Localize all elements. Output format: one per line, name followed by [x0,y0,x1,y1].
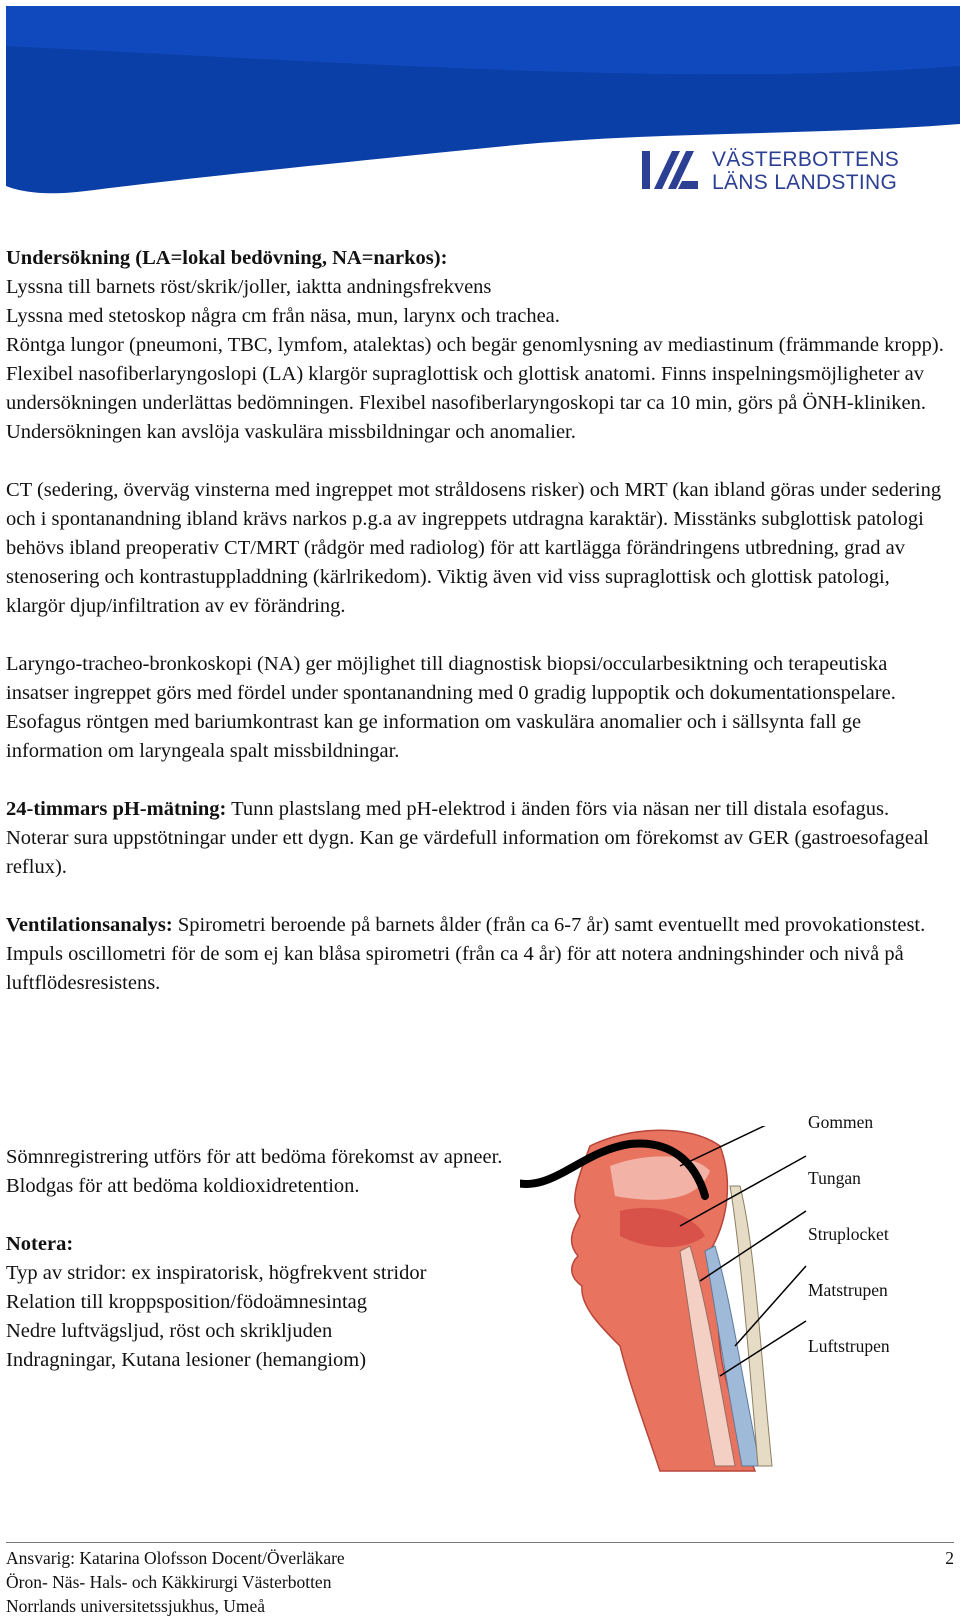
label-tungan: Tungan [808,1168,861,1188]
paragraph-sleep: Sömnregistrering utförs för att bedöma förekomst av apneer. [6,1146,503,1168]
note-item: Typ av stridor: ex inspiratorisk, högfrekvent stridor [6,1262,427,1284]
label-struplocket: Struplocket [808,1224,889,1244]
label-gommen: Gommen [808,1112,874,1132]
section-heading-undersokning: Undersökning (LA=lokal bedövning, NA=narkos): [6,247,448,269]
paragraph-stethoscope: Lyssna med stetoskop några cm från näsa, mun, larynx och trachea. [6,305,560,327]
footer-department: Öron- Näs- Hals- och Käkkirurgi Västerbotten [6,1572,332,1592]
logo-line-1: VÄSTERBOTTENS [712,148,900,171]
paragraph-ventilation [6,911,952,998]
document-body [6,244,952,998]
note-item: Indragningar, Kutana lesioner (hemangiom) [6,1349,367,1371]
footer-divider [6,1542,954,1543]
bottom-notes [6,1143,506,1375]
label-matstrupen: Matstrupen [808,1280,888,1300]
paragraph-ct: CT (sedering, överväg vinsterna med ingreppet mot stråldosens risker) och MRT (kan ibland göras under sedering och i spontanandning ibland krävs narkos p.g.a av ingreppets utdragna karaktär). Misstänks subglottisk patologi behövs ibland preoperativ CT/MRT (rådgör med radiolog) för att kartlägga förändringens utbredning, grad av stenosering och kontrastuppladdning (kärlrikedom). Viktig även vid viss supraglottisk och glottisk patologi, klargör djup/infiltration av ev förändring. [6,479,942,617]
logo-emblem-icon [642,151,698,191]
page-number: 2 [945,1548,954,1568]
paragraph-xray: Röntga lungor (pneumoni, TBC, lymfom, atalektas) och begär genomlysning av mediastinum (främmande kropp). [6,334,944,356]
page-footer [6,1546,956,1618]
paragraph-laryngo: Laryngo-tracheo-bronkoskopi (NA) ger möjlighet till diagnostisk biopsi/occularbesiktning och terapeutiska insatser ingreppet görs med fördel under spontanandning med 0 gradig luppoptik och dokumentationspelare. [6,653,896,704]
ventilation-text: Spirometri beroende på barnets ålder (från ca 6-7 år) samt eventuellt med provokationstest. Impuls oscillometri för de som ej kan blåsa spirometri (från ca 4 år) för att notera andningshinder och nivå på luftflödesresistens. [6,914,926,994]
ventilation-label: Ventilationsanalys: [6,914,173,936]
paragraph-ph [6,795,952,882]
ph-label: 24-timmars pH-mätning: [6,798,227,820]
paragraph-listen: Lyssna till barnets röst/skrik/joller, iaktta andningsfrekvens [6,276,492,298]
landsting-logo [642,148,899,194]
paragraph-blood: Blodgas för att bedöma koldioxidretention. [6,1175,360,1197]
footer-hospital: Norrlands universitetssjukhus, Umeå [6,1596,266,1616]
notera-heading: Notera: [6,1233,74,1255]
note-item: Nedre luftvägsljud, röst och skrikljuden [6,1320,333,1342]
label-luftstrupen: Luftstrupen [808,1336,890,1356]
logo-line-2: LÄNS LANDSTING [712,171,898,194]
paragraph-esofagus: Esofagus röntgen med bariumkontrast kan ge information om vaskulära anomalier och i sällsynta fall ge information om laryngeala spalt missbildningar. [6,711,862,762]
note-item: Relation till kroppsposition/födoämnesintag [6,1291,367,1313]
paragraph-flexibel: Flexibel nasofiberlaryngoslopi (LA) klargör supraglottisk och glottisk anatomi. Finns inspelningsmöjligheter av undersökningen underlättas bedömningen. Flexibel nasofiberlaryngoskopi tar ca 10 min, görs på ÖNH-kliniken. Undersökningen kan avslöja vaskulära missbildningar och anomalier. [6,363,927,443]
ph-text: Tunn plastslang med pH-elektrod i änden förs via näsan ner till distala esofagus. Noterar sura uppstötningar under ett dygn. Kan ge värdefull information om förekomst av GER (gastroesofageal reflux). [6,798,929,878]
footer-responsible: Ansvarig: Katarina Olofsson Docent/Överläkare [6,1548,345,1568]
